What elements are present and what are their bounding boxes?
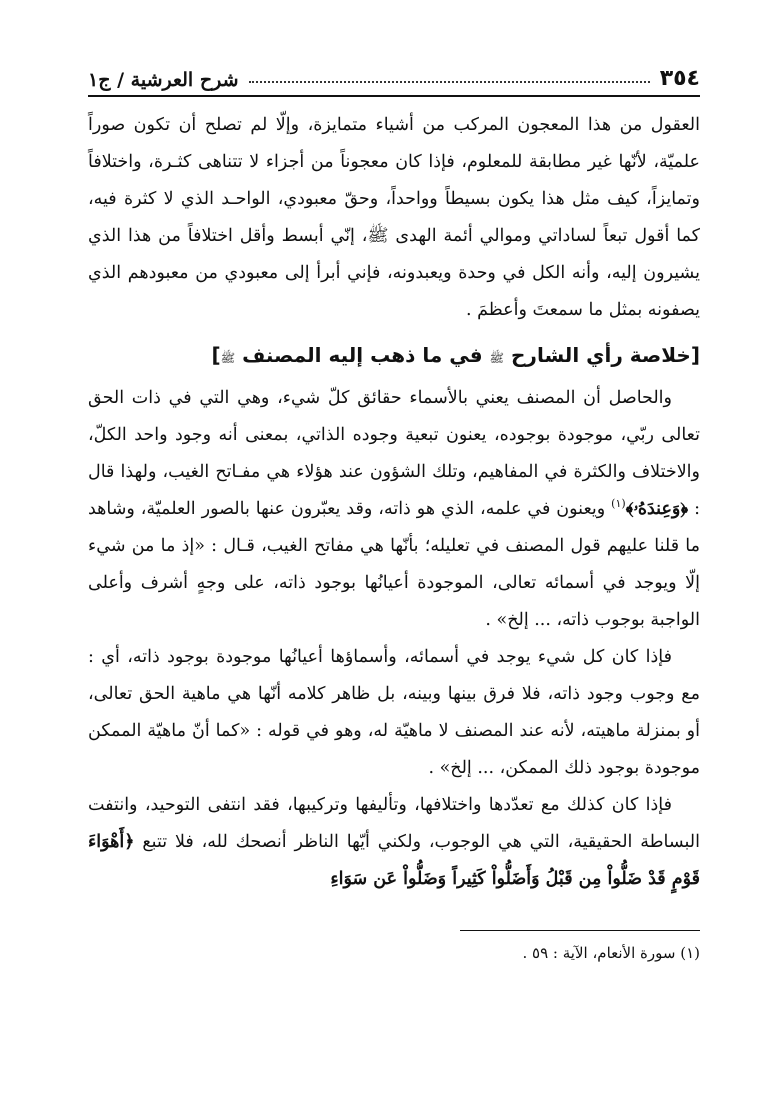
paragraph-2-text-a: والحاصل أن المصنف يعني بالأسماء حقائق كلّ شيء، وهي التي في ذات الحق تعالى ربّي، موجودة بوجوده، يعنون تبعية وجوده الذاتي، بمعنى أنه وجود واحد الكلّ، والاختلاف والكثرة في المفاهيم، وتلك الشؤون عند هؤلاء هي مفـاتح الغيب، ولهذا قال : xyxy=(88,388,700,519)
paragraph-4 xyxy=(88,787,700,898)
footnote: (١) سورة الأنعام، الآية : ٥٩ . xyxy=(522,944,700,962)
footnote-marker: (١) xyxy=(611,497,626,511)
page-body xyxy=(88,107,700,965)
heading-text-2: في ما ذهب إليه المصنف xyxy=(242,343,483,367)
heading-close-bracket: ] xyxy=(211,343,221,367)
header-dotted-leader xyxy=(249,81,650,83)
page-header xyxy=(88,55,700,97)
paragraph-2 xyxy=(88,380,700,639)
quran-quote-1: ﴿وَعِندَهُۥ﴾ xyxy=(625,499,689,519)
heading-text-1: خلاصة رأي الشارح xyxy=(511,343,691,367)
heading-open-bracket: [ xyxy=(690,343,700,367)
book-page xyxy=(88,55,700,965)
quran-quote-2: ﴿أَهْوَاءَ قَوْمٍ قَدْ ضَلُّواْ مِن قَبْلُ وَأَضَلُّواْ كَثِيراً وَضَلُّواْ عَن سَوَاءِ xyxy=(88,832,700,889)
paragraph-4-text: فإذا كان كذلك مع تعدّدها واختلافها، وتأليفها وتركيبها، فقد انتفى التوحيد، وانتفت البساطة الحقيقية، التي هي الوجوب، ولكني أيّها الناظر أنصحك لله، فلا تتبع xyxy=(88,795,700,852)
section-heading xyxy=(88,335,700,378)
running-title: شرح العرشية / ج١ xyxy=(88,69,239,91)
paragraph-3: فإذا كان كل شيء يوجد في أسمائه، وأسماؤها أعيانُها موجودة بوجود ذاته، أي : مع وجوب وجود ذاته، فلا فرق بينها وبينه، بل ظاهر كلامه أنّها هي ماهية الحق تعالى، أو بمنزلة ماهيته، لأنه عند المصنف لا ماهيّة له، وهو في قوله : «كما أنّ ماهيّة الممكن موجودة بوجود ذلك الممكن، ... إلخ» . xyxy=(88,647,700,778)
footnote-separator xyxy=(460,930,700,931)
paragraph-1: العقول من هذا المعجون المركب من أشياء متمايزة، وإلّا لم تصلح أن تكون صوراً علميّة، لأنّها غير مطابقة للمعلوم، فإذا كان معجوناً من أجزاء لا تتناهى كثـرة، واختلافاً وتمايزاً، كيف مثل هذا يكون بسيطاً وواحداً، وحقّ معبودي، الواحـد الذي لا كثرة فيه، كما أقول تبعاً لساداتي وموالي أئمة الهدى ﷺ، إنّي أبسط وأقل اختلافاً من هذا الذي يشيرون إليه، وأنه الكل في وحدة ويعبدونه، فإني أبرأ إلى معبودي من معبودهم الذي يصفونه بمثل ما سمعتَ وأعظمَ . xyxy=(88,115,700,320)
invocation-mark-1: ﷺ xyxy=(489,351,505,365)
page-number: ٣٥٤ xyxy=(659,66,700,91)
invocation-mark-2: ﷺ xyxy=(220,351,236,365)
paragraph-2-text-b: ويعنون في علمه، الذي هو ذاته، وقد يعبّرون عنها بالصور العلميّة، وشاهد ما قلنا عليهم قول المصنف في تعليله؛ بأنّها هي مفاتح الغيب، قـال : «إذ ما من شيء إلّا ويوجد في أسمائه تعالى، الموجودة أعيانُها بوجود ذاته، على وجهٍ أشرف وأعلى الواجبة بوجوب ذاته، ... إلخ» . xyxy=(88,499,700,630)
